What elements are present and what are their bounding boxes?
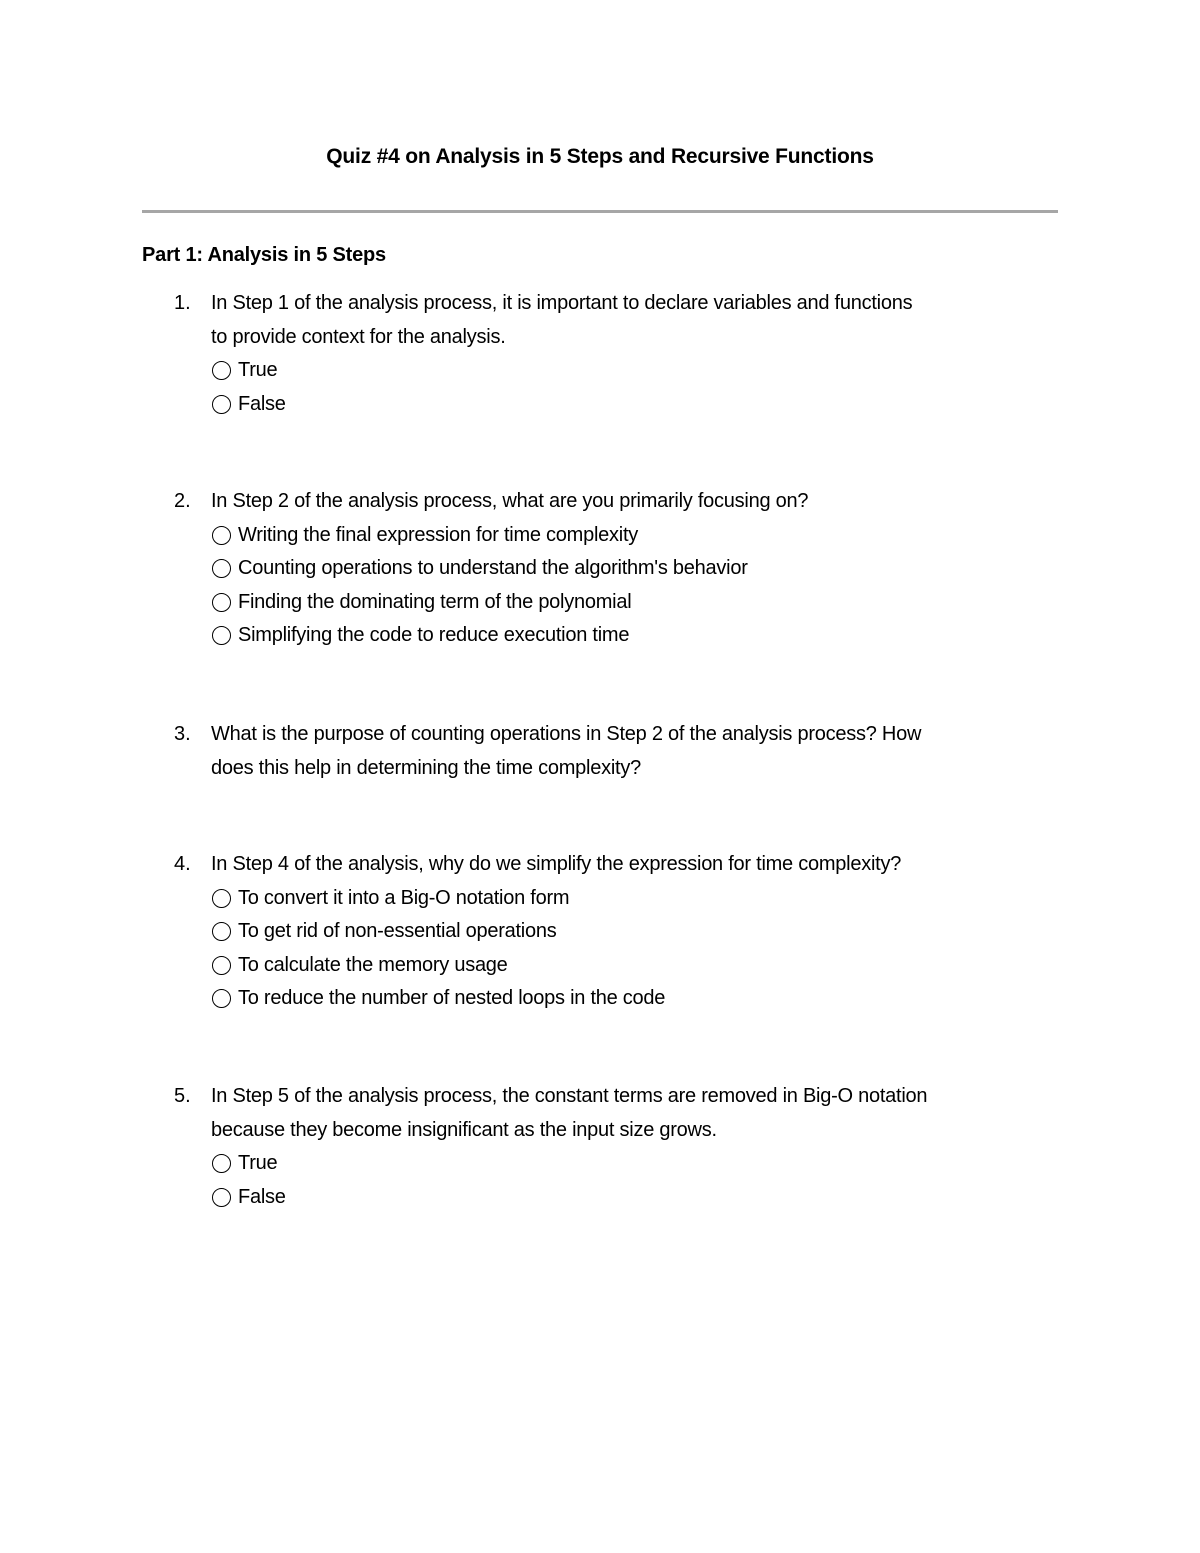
answer-options: [212, 882, 1062, 1016]
option-label: Counting operations to understand the algorithm's behavior: [238, 557, 748, 579]
radio-button-icon[interactable]: [212, 1154, 231, 1173]
option-label: True: [238, 359, 278, 381]
option-label: To reduce the number of nested loops in the code: [238, 987, 666, 1009]
question-text: [211, 848, 1056, 882]
option-label: False: [238, 392, 286, 415]
answer-option-false[interactable]: [212, 388, 1062, 422]
answer-option-c[interactable]: [212, 586, 1062, 620]
option-label: True: [238, 1152, 278, 1174]
option-label: False: [238, 1185, 286, 1208]
radio-button-icon[interactable]: [212, 361, 231, 380]
option-label: To get rid of non-essential operations: [238, 920, 557, 942]
question-text-line: In Step 5 of the analysis process, the constant terms are removed in Big-O notation: [211, 1085, 928, 1107]
question-text: [211, 1080, 1056, 1147]
horizontal-rule: [142, 210, 1058, 213]
question-text: [211, 287, 1056, 354]
radio-button-icon[interactable]: [212, 395, 231, 414]
answer-option-b[interactable]: [212, 915, 1062, 949]
question-text-line: In Step 4 of the analysis, why do we simplify the expression for time complexity?: [211, 853, 902, 875]
answer-option-true[interactable]: [212, 354, 1062, 388]
answer-options: [212, 519, 1062, 653]
part-heading: Part 1: Analysis in 5 Steps: [142, 244, 386, 266]
radio-button-icon[interactable]: [212, 956, 231, 975]
answer-option-true[interactable]: [212, 1147, 1062, 1181]
radio-button-icon[interactable]: [212, 526, 231, 545]
answer-option-a[interactable]: [212, 882, 1062, 916]
question-text-line: What is the purpose of counting operations in Step 2 of the analysis process? How: [211, 723, 922, 745]
question-number: 1.: [174, 292, 191, 314]
answer-option-d[interactable]: [212, 619, 1062, 653]
option-label: Finding the dominating term of the polynomial: [238, 590, 632, 613]
question-text: [211, 485, 1056, 519]
question-text-line: In Step 2 of the analysis process, what are you primarily focusing on?: [211, 490, 809, 512]
question-text-line: to provide context for the analysis.: [211, 325, 506, 348]
question-text-line: does this help in determining the time complexity?: [211, 756, 641, 779]
answer-option-b[interactable]: [212, 552, 1062, 586]
option-label: Writing the final expression for time complexity: [238, 523, 639, 546]
document-title: Quiz #4 on Analysis in 5 Steps and Recursive Functions: [326, 145, 874, 168]
radio-button-icon[interactable]: [212, 559, 231, 578]
question-number: 4.: [174, 853, 191, 875]
question-text-line: In Step 1 of the analysis process, it is important to declare variables and functions: [211, 292, 913, 314]
answer-option-false[interactable]: [212, 1181, 1062, 1215]
answer-option-d[interactable]: [212, 982, 1062, 1016]
answer-options: [212, 354, 1062, 421]
answer-options: [212, 1147, 1062, 1214]
radio-button-icon[interactable]: [212, 593, 231, 612]
question-number: 5.: [174, 1085, 191, 1107]
answer-option-c[interactable]: [212, 949, 1062, 983]
radio-button-icon[interactable]: [212, 626, 231, 645]
radio-button-icon[interactable]: [212, 922, 231, 941]
question-number: 3.: [174, 723, 191, 745]
question-number: 2.: [174, 490, 191, 512]
radio-button-icon[interactable]: [212, 1188, 231, 1207]
option-label: To convert it into a Big-O notation form: [238, 886, 570, 909]
question-text-line: because they become insignificant as the input size grows.: [211, 1118, 717, 1141]
radio-button-icon[interactable]: [212, 989, 231, 1008]
option-label: Simplifying the code to reduce execution time: [238, 624, 630, 646]
option-label: To calculate the memory usage: [238, 953, 508, 976]
radio-button-icon[interactable]: [212, 889, 231, 908]
question-text: [211, 718, 1056, 785]
answer-option-a[interactable]: [212, 519, 1062, 553]
